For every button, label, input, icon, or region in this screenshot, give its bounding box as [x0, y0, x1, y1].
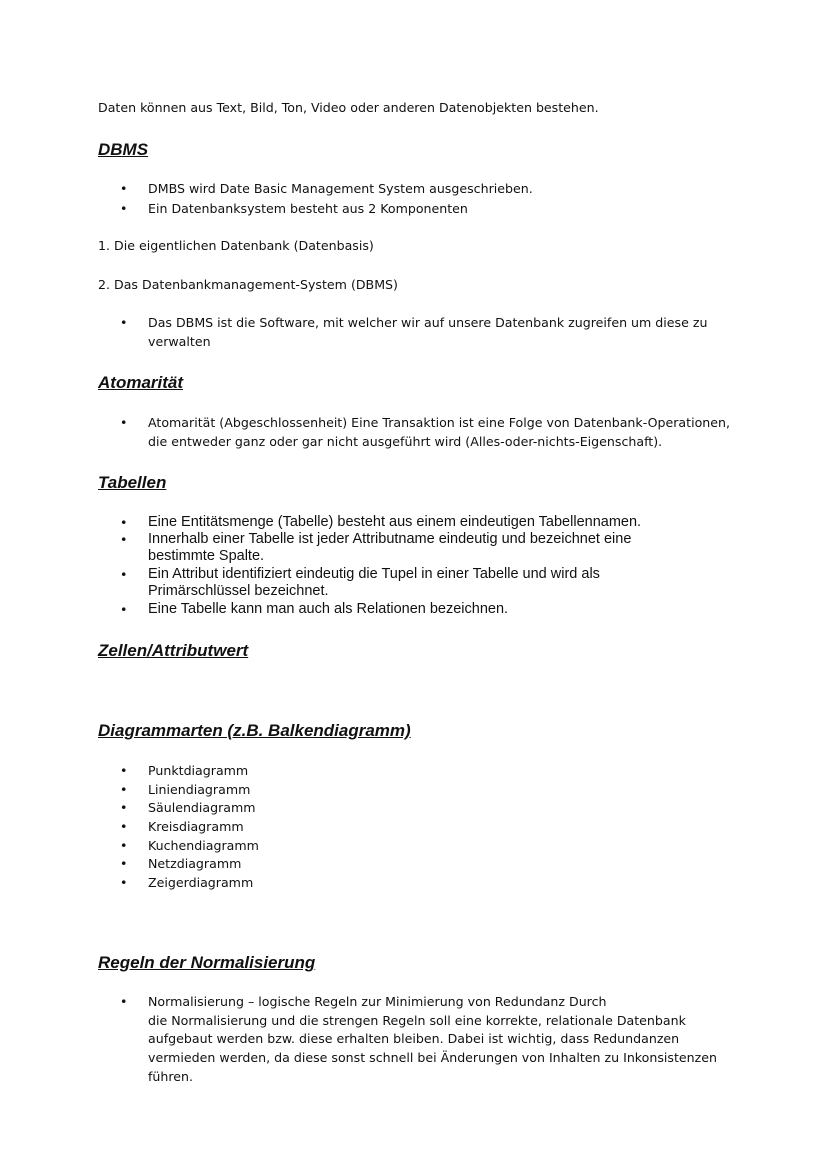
heading-dbms: DBMS — [98, 140, 149, 159]
bullet-marker: • — [120, 875, 128, 890]
list-item-text: Netzdiagramm — [148, 856, 242, 871]
text-line: verwalten — [148, 333, 211, 349]
tabellen-bullet-2 — [148, 531, 748, 564]
text-line: Eine Entitätsmenge (Tabelle) besteht aus einem eindeutigen Tabellennamen. — [148, 514, 642, 530]
tabellen-bullet-3 — [148, 566, 748, 599]
bullet-marker: • — [120, 201, 128, 216]
text-line: Atomarität (Abgeschlossenheit) Eine Transaktion ist eine Folge von Datenbank-Operationen, — [148, 415, 731, 430]
bullet-marker: • — [120, 602, 128, 617]
heading-diagrammarten: Diagrammarten (z.B. Balkendiagramm) — [98, 721, 411, 740]
list-item-text: Kuchendiagramm — [148, 838, 259, 853]
text-line: führen. — [148, 1068, 194, 1084]
bullet-marker: • — [120, 856, 128, 871]
list-item-text: Zeigerdiagramm — [148, 875, 254, 890]
text-line: die Normalisierung und die strengen Regeln soll eine korrekte, relationale Datenbank — [148, 1012, 686, 1028]
heading-normalisierung: Regeln der Normalisierung — [98, 953, 316, 972]
bullet-marker: • — [120, 415, 128, 430]
dbms-numbered-1: 1. Die eigentlichen Datenbank (Datenbasis) — [98, 238, 374, 253]
bullet-marker: • — [120, 800, 128, 815]
bullet-marker: • — [120, 763, 128, 778]
tabellen-bullet-4 — [148, 601, 748, 618]
intro-paragraph: Daten können aus Text, Bild, Ton, Video oder anderen Datenobjekten bestehen. — [98, 100, 599, 115]
text-line: bestimmte Spalte. — [148, 547, 265, 564]
list-item-text: Säulendiagramm — [148, 800, 256, 815]
list-item-text: Kreisdiagramm — [148, 819, 244, 834]
dbms-bullet-2: Ein Datenbanksystem besteht aus 2 Komponenten — [148, 201, 468, 216]
bullet-marker: • — [120, 515, 128, 530]
bullet-marker: • — [120, 315, 128, 330]
list-item-text: Punktdiagramm — [148, 763, 249, 778]
heading-zellen-attributwert: Zellen/Attributwert — [98, 641, 249, 660]
heading-atomaritaet: Atomarität — [98, 373, 184, 392]
heading-tabellen: Tabellen — [98, 473, 167, 492]
dbms-bullet-3 — [148, 314, 748, 351]
bullet-marker: • — [120, 532, 128, 547]
text-line: Eine Tabelle kann man auch als Relationen bezeichnen. — [148, 601, 509, 617]
dbms-numbered-2: 2. Das Datenbankmanagement-System (DBMS) — [98, 277, 398, 292]
text-line: vermieden werden, da diese sonst schnell bei Änderungen von Inhalten zu Inkonsistenzen — [148, 1050, 717, 1066]
text-line: Innerhalb einer Tabelle ist jeder Attributname eindeutig und bezeichnet eine — [148, 531, 632, 547]
dbms-bullet-1: DMBS wird Date Basic Management System ausgeschrieben. — [148, 181, 533, 196]
bullet-marker: • — [120, 838, 128, 853]
list-item-text: Liniendiagramm — [148, 782, 251, 797]
text-line: Normalisierung – logische Regeln zur Minimierung von Redundanz Durch — [148, 994, 607, 1009]
text-line: die entweder ganz oder gar nicht ausgeführt wird (Alles-oder-nichts-Eigenschaft). — [148, 433, 663, 449]
text-line: aufgebaut werden bzw. diese erhalten bleiben. Dabei ist wichtig, dass Redundanzen — [148, 1031, 680, 1047]
bullet-marker: • — [120, 782, 128, 797]
bullet-marker: • — [120, 181, 128, 196]
bullet-marker: • — [120, 994, 128, 1009]
bullet-marker: • — [120, 819, 128, 834]
text-line: Das DBMS ist die Software, mit welcher wir auf unsere Datenbank zugreifen um diese zu — [148, 315, 708, 330]
normalisierung-bullet — [148, 993, 748, 1087]
text-line: Ein Attribut identifiziert eindeutig die Tupel in einer Tabelle und wird als — [148, 566, 600, 582]
tabellen-bullet-1 — [148, 514, 748, 531]
text-line: Primärschlüssel bezeichnet. — [148, 582, 329, 599]
atomaritaet-bullet — [148, 414, 748, 451]
bullet-marker: • — [120, 567, 128, 582]
